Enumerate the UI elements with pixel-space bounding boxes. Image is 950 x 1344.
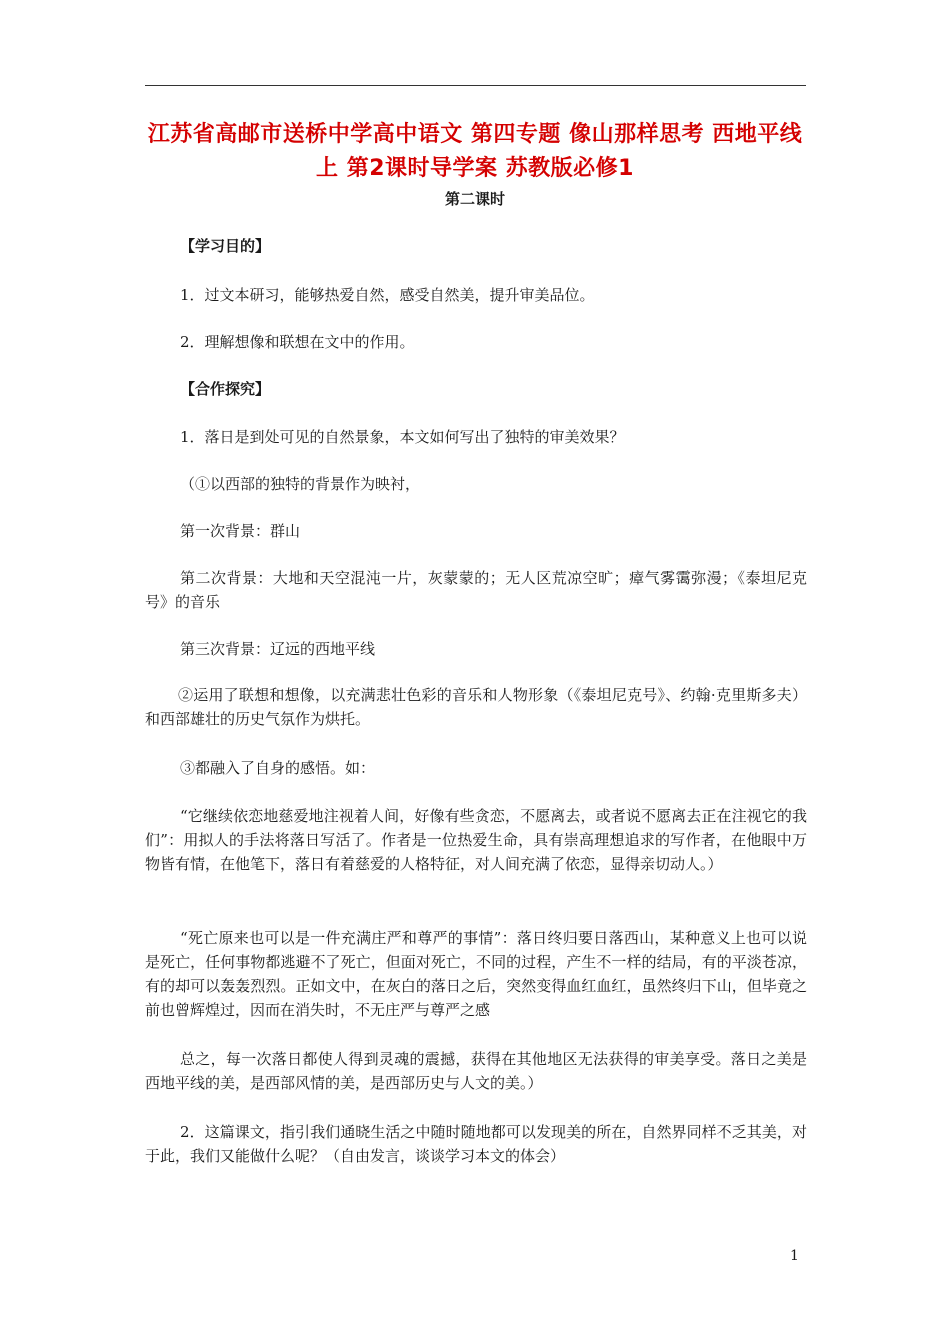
quote-paragraph-2: “死亡原来也可以是一件充满庄严和尊严的事情”：落日终归要日落西山，某种意义上也可以说是死亡，任何事物都逃避不了死亡，但面对死亡，不同的过程，产生不一样的结局，有的平淡苍凉，有的却可以轰轰烈烈。正如文中，在灰白的落日之后，突然变得血红血红，虽然终归下山，但毕竟之前也曾辉煌过，因而在消失时，不无庄严与尊严之感	[145, 929, 807, 1019]
point-3: ③都融入了自身的感悟。如：	[180, 759, 376, 777]
page-number: 1	[790, 1248, 799, 1264]
summary-paragraph: 总之，每一次落日都使人得到灵魂的震撼，获得在其他地区无法获得的审美享受。落日之美是西地平线的美，是西部风情的美，是西部历史与人文的美。）	[145, 1050, 807, 1092]
header-rule	[145, 85, 806, 86]
point-2: ②运用了联想和想像，以充满悲壮色彩的音乐和人物形象（《泰坦尼克号》、约翰·克里斯多夫）和西部雄壮的历史气氛作为烘托。	[145, 686, 807, 728]
background-1: 第一次背景：群山	[180, 522, 301, 540]
question-2: 2．这篇课文，指引我们通晓生活之中随时随地都可以发现美的所在，自然界同样不乏其美，对于此，我们又能做什么呢？（自由发言，谈谈学习本文的体会）	[145, 1123, 807, 1165]
section-heading-inquiry: 【合作探究】	[180, 380, 271, 398]
background-3: 第三次背景：辽远的西地平线	[180, 640, 376, 658]
lesson-subtitle: 第二课时	[444, 190, 505, 208]
quote-paragraph-1: “它继续依恋地慈爱地注视着人间，好像有些贪恋，不愿离去，或者说不愿离去正在注视它的我们”：用拟人的手法将落日写活了。作者是一位热爱生命，具有崇高理想追求的写作者，在他眼中万物皆有情，在他笔下，落日有着慈爱的人格特征，对人间充满了依恋，显得亲切动人。）	[145, 807, 807, 873]
document-title: 江苏省高邮市送桥中学高中语文 第四专题 像山那样思考 西地平线上 第2课时导学案 苏教版必修1	[147, 122, 803, 181]
background-2: 第二次背景：大地和天空混沌一片，灰蒙蒙的；无人区荒凉空旷；瘴气雾霭弥漫；《泰坦尼克号》的音乐	[145, 569, 807, 611]
goal-item-2: 2．理解想像和联想在文中的作用。	[180, 333, 415, 351]
answer-intro: （①以西部的独特的背景作为映衬，	[180, 475, 421, 493]
question-1: 1．落日是到处可见的自然景象，本文如何写出了独特的审美效果？	[180, 428, 625, 446]
goal-item-1: 1．过文本研习，能够热爱自然，感受自然美，提升审美品位。	[180, 286, 595, 304]
section-heading-goals: 【学习目的】	[180, 237, 271, 255]
